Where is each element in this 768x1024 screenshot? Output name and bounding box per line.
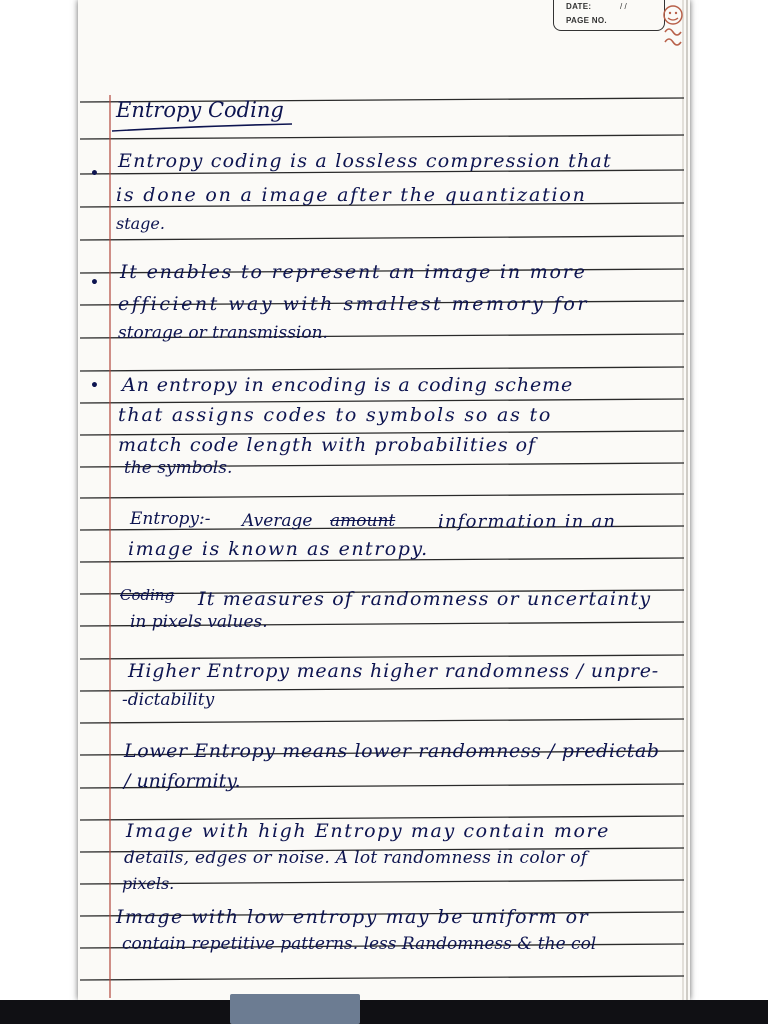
para5-line1: It measures of randomness or uncertainty — [198, 588, 652, 610]
page-number-label: PAGE NO. — [566, 16, 607, 25]
rule-line — [80, 494, 684, 498]
para4-line1-end: information in an — [438, 511, 617, 532]
bullet: • — [90, 378, 99, 394]
rule-line — [80, 135, 684, 139]
date-label: DATE: — [566, 2, 592, 11]
para3-line2: that assigns codes to symbols so as to — [118, 404, 553, 426]
para9-line2: contain repetitive patterns. less Randomness & the col — [122, 934, 597, 954]
para4-struck-word: amount — [330, 511, 396, 531]
para4-line2: image is known as entropy. — [128, 538, 429, 560]
para3-line3: match code length with probabilities of — [118, 434, 537, 456]
para1-line3: stage. — [116, 214, 165, 233]
para5-struck-word: Coding — [120, 586, 175, 604]
para2-line3: storage or transmission. — [118, 323, 328, 343]
para6-line1: Higher Entropy means higher randomness / unpre- — [128, 660, 660, 682]
para3-line1: An entropy in encoding is a coding scheme — [122, 374, 574, 396]
para2-line1: It enables to represent an image in more — [120, 261, 587, 283]
para1-line2: is done on a image after the quantization — [116, 184, 587, 206]
bullet: • — [90, 275, 99, 291]
rule-line — [80, 399, 684, 403]
page-title: Entropy Coding — [116, 98, 284, 122]
para9-line1: Image with low entropy may be uniform or — [116, 906, 590, 928]
rule-line — [80, 976, 684, 980]
rule-line — [80, 236, 684, 240]
para7-line1: Lower Entropy means lower randomness / predictab — [124, 740, 660, 762]
notebook-brand-logo-icon — [660, 2, 686, 52]
para8-line1: Image with high Entropy may contain more — [126, 820, 611, 842]
para1-line1: Entropy coding is a lossless compression that — [118, 150, 612, 172]
para3-line4: the symbols. — [124, 458, 233, 478]
entropy-term: Entropy:- — [130, 509, 211, 529]
rule-line — [80, 655, 684, 659]
para5-line2: in pixels values. — [130, 612, 268, 632]
rule-line — [80, 367, 684, 371]
rule-line — [80, 719, 684, 723]
bullet: • — [90, 166, 99, 182]
para4-average: Average — [242, 511, 313, 531]
title-underline — [112, 124, 292, 131]
para2-line2: efficient way with smallest memory for — [118, 293, 589, 315]
para6-line2: -dictability — [122, 690, 215, 710]
para7-line2: / uniformity. — [124, 770, 241, 792]
para8-line2: details, edges or noise. A lot randomness in color of — [124, 848, 588, 868]
para8-line3: pixels. — [122, 874, 175, 893]
date-value: / / — [620, 2, 627, 11]
